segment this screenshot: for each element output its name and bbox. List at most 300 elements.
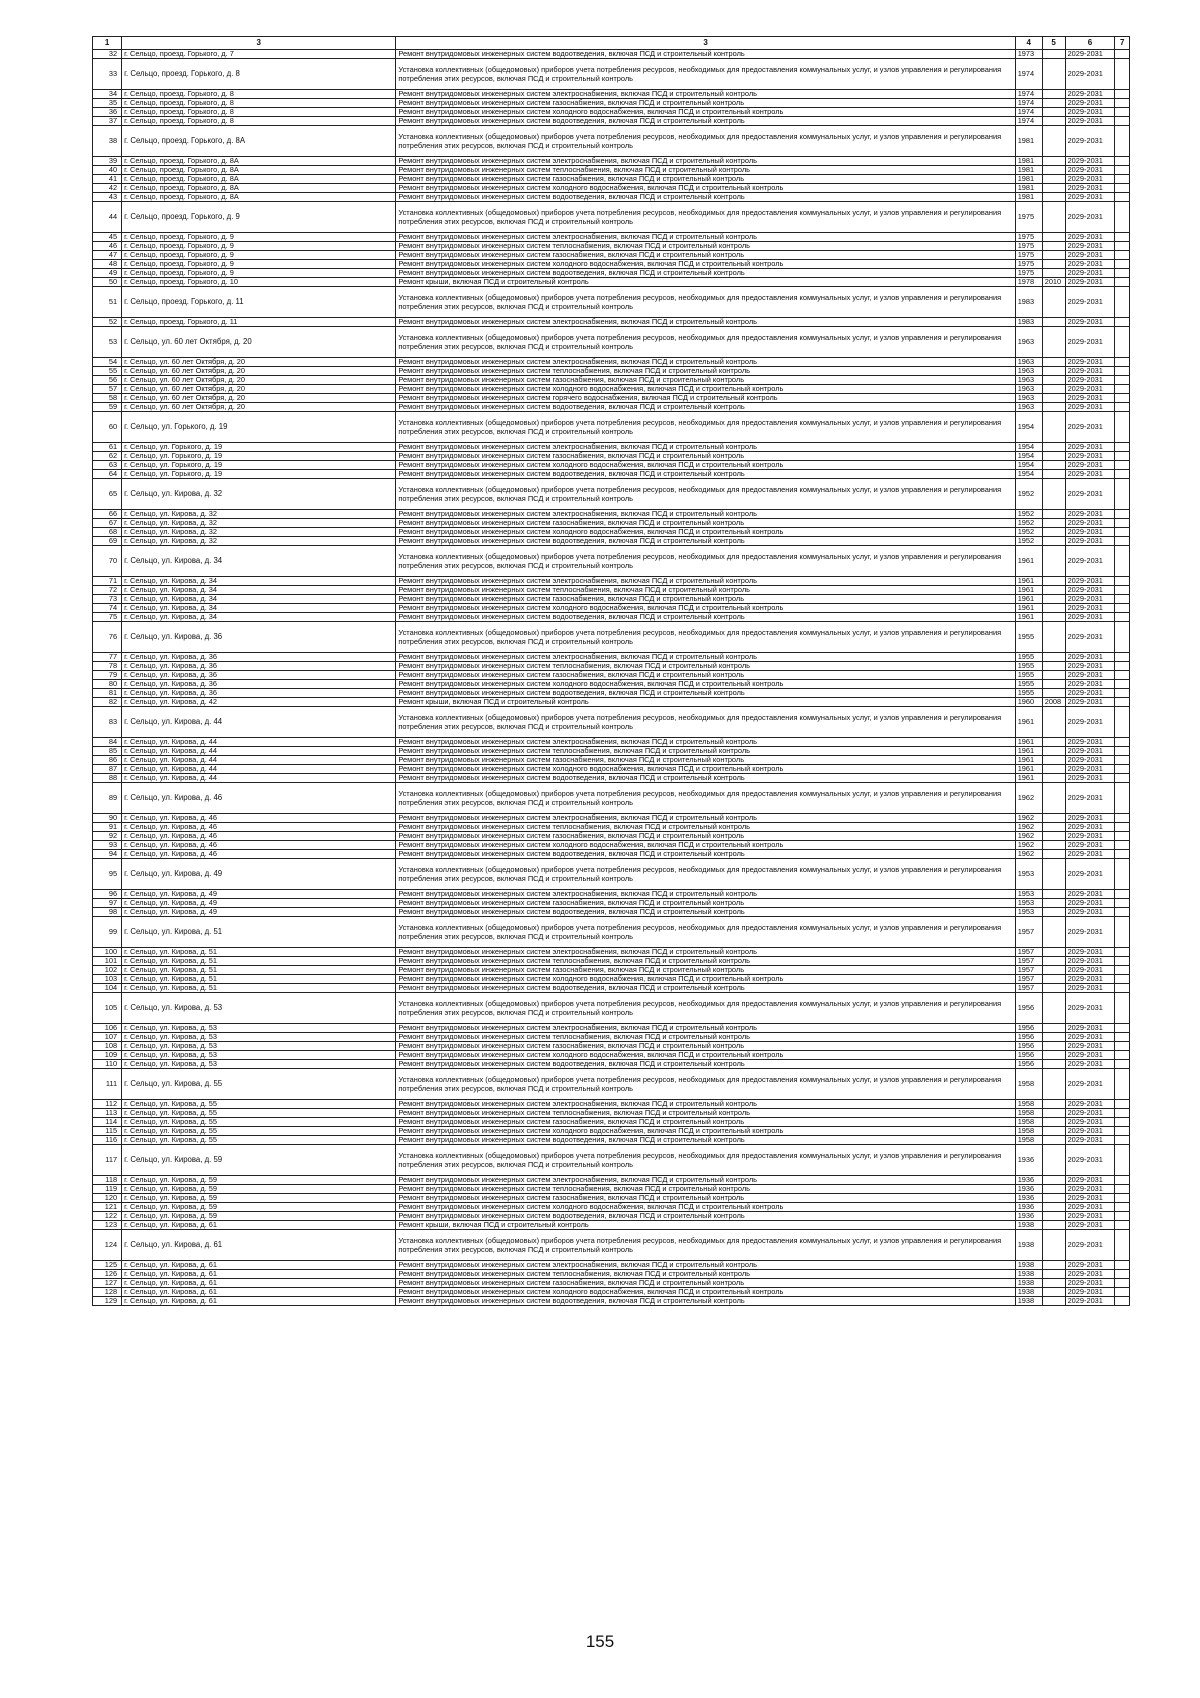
table-row (93, 242, 1130, 251)
address-cell: г. Сельцо, ул. Кирова, д. 34 (122, 595, 396, 604)
planned-period-cell: 2029-2031 (1065, 1212, 1115, 1221)
address-cell: г. Сельцо, проезд. Горького, д. 8 (122, 108, 396, 117)
build-year-cell: 1981 (1015, 184, 1042, 193)
row-number-cell: 53 (93, 327, 122, 358)
planned-period-cell: 2029-2031 (1065, 166, 1115, 175)
row-number-cell: 93 (93, 841, 122, 850)
address-cell: г. Сельцо, проезд. Горького, д. 9 (122, 233, 396, 242)
note-cell (1115, 202, 1130, 233)
work-description-cell: Ремонт внутридомовых инженерных систем водоотведения, включая ПСД и строительный контроль (396, 470, 1015, 479)
planned-period-cell: 2029-2031 (1065, 452, 1115, 461)
planned-period-cell: 2029-2031 (1065, 510, 1115, 519)
work-description-cell: Ремонт внутридомовых инженерных систем водоотведения, включая ПСД и строительный контроль (396, 1060, 1015, 1069)
build-year-cell: 1963 (1015, 385, 1042, 394)
build-year-cell: 1956 (1015, 993, 1042, 1024)
planned-period-cell: 2029-2031 (1065, 1288, 1115, 1297)
work-description-cell: Ремонт внутридомовых инженерных систем газоснабжения, включая ПСД и строительный контроль (396, 756, 1015, 765)
table-row (93, 175, 1130, 184)
row-number-cell: 82 (93, 698, 122, 707)
table-row (93, 774, 1130, 783)
row-number-cell: 74 (93, 604, 122, 613)
table-body (93, 50, 1130, 1306)
build-year-cell: 1981 (1015, 126, 1042, 157)
planned-period-cell: 2029-2031 (1065, 1203, 1115, 1212)
note-cell (1115, 1194, 1130, 1203)
build-year-cell: 1938 (1015, 1230, 1042, 1261)
planned-period-cell: 2029-2031 (1065, 367, 1115, 376)
row-number-cell: 109 (93, 1051, 122, 1060)
note-cell (1115, 1203, 1130, 1212)
note-cell (1115, 1145, 1130, 1176)
note-cell (1115, 461, 1130, 470)
build-year-cell: 1981 (1015, 166, 1042, 175)
work-description-cell: Установка коллективных (общедомовых) приборов учета потребления ресурсов, необходимых для предоставления коммунальных услуг, и узлов управления и регулирования потребления этих ресурсов, включая ПСД и строительный контроль (396, 707, 1015, 738)
table-row (93, 975, 1130, 984)
build-year-cell: 1954 (1015, 412, 1042, 443)
row-number-cell: 60 (93, 412, 122, 443)
note-cell (1115, 1118, 1130, 1127)
planned-period-cell: 2029-2031 (1065, 832, 1115, 841)
table-row (93, 1176, 1130, 1185)
build-year-cell: 1962 (1015, 783, 1042, 814)
planned-period-cell: 2029-2031 (1065, 59, 1115, 90)
work-description-cell: Ремонт внутридомовых инженерных систем холодного водоснабжения, включая ПСД и строительный контроль (396, 680, 1015, 689)
previous-repair-year-cell (1042, 966, 1065, 975)
build-year-cell: 1958 (1015, 1136, 1042, 1145)
planned-period-cell: 2029-2031 (1065, 899, 1115, 908)
address-cell: г. Сельцо, ул. Кирова, д. 42 (122, 698, 396, 707)
build-year-cell: 1975 (1015, 251, 1042, 260)
work-description-cell: Установка коллективных (общедомовых) приборов учета потребления ресурсов, необходимых для предоставления коммунальных услуг, и узлов управления и регулирования потребления этих ресурсов, включая ПСД и строительный контроль (396, 1069, 1015, 1100)
address-cell: г. Сельцо, ул. Кирова, д. 36 (122, 689, 396, 698)
build-year-cell: 1938 (1015, 1261, 1042, 1270)
planned-period-cell: 2029-2031 (1065, 680, 1115, 689)
note-cell (1115, 443, 1130, 452)
previous-repair-year-cell (1042, 1176, 1065, 1185)
build-year-cell: 1938 (1015, 1279, 1042, 1288)
row-number-cell: 86 (93, 756, 122, 765)
planned-period-cell: 2029-2031 (1065, 890, 1115, 899)
row-number-cell: 115 (93, 1127, 122, 1136)
address-cell: г. Сельцо, проезд. Горького, д. 11 (122, 287, 396, 318)
build-year-cell: 1938 (1015, 1288, 1042, 1297)
planned-period-cell: 2029-2031 (1065, 948, 1115, 957)
previous-repair-year-cell (1042, 470, 1065, 479)
planned-period-cell: 2029-2031 (1065, 278, 1115, 287)
note-cell (1115, 519, 1130, 528)
previous-repair-year-cell (1042, 1127, 1065, 1136)
note-cell (1115, 157, 1130, 166)
build-year-cell: 1956 (1015, 1033, 1042, 1042)
build-year-cell: 1957 (1015, 948, 1042, 957)
address-cell: г. Сельцо, ул. Кирова, д. 46 (122, 832, 396, 841)
address-cell: г. Сельцо, ул. 60 лет Октября, д. 20 (122, 403, 396, 412)
build-year-cell: 1974 (1015, 59, 1042, 90)
build-year-cell: 1961 (1015, 738, 1042, 747)
note-cell (1115, 1212, 1130, 1221)
build-year-cell: 1955 (1015, 671, 1042, 680)
build-year-cell: 1961 (1015, 613, 1042, 622)
address-cell: г. Сельцо, проезд. Горького, д. 8А (122, 166, 396, 175)
build-year-cell: 1963 (1015, 403, 1042, 412)
table-row (93, 1230, 1130, 1261)
previous-repair-year-cell (1042, 510, 1065, 519)
work-description-cell: Ремонт внутридомовых инженерных систем холодного водоснабжения, включая ПСД и строительный контроль (396, 1127, 1015, 1136)
table-row (93, 108, 1130, 117)
note-cell (1115, 1109, 1130, 1118)
note-cell (1115, 966, 1130, 975)
planned-period-cell: 2029-2031 (1065, 1069, 1115, 1100)
planned-period-cell: 2029-2031 (1065, 1279, 1115, 1288)
row-number-cell: 52 (93, 318, 122, 327)
work-description-cell: Ремонт внутридомовых инженерных систем газоснабжения, включая ПСД и строительный контроль (396, 899, 1015, 908)
build-year-cell: 1956 (1015, 1060, 1042, 1069)
planned-period-cell: 2029-2031 (1065, 814, 1115, 823)
build-year-cell: 1953 (1015, 908, 1042, 917)
work-description-cell: Ремонт внутридомовых инженерных систем электроснабжения, включая ПСД и строительный контроль (396, 233, 1015, 242)
row-number-cell: 49 (93, 269, 122, 278)
previous-repair-year-cell (1042, 577, 1065, 586)
previous-repair-year-cell (1042, 202, 1065, 233)
note-cell (1115, 251, 1130, 260)
table-row (93, 747, 1130, 756)
previous-repair-year-cell (1042, 1203, 1065, 1212)
planned-period-cell: 2029-2031 (1065, 519, 1115, 528)
row-number-cell: 122 (93, 1212, 122, 1221)
row-number-cell: 50 (93, 278, 122, 287)
build-year-cell: 1953 (1015, 890, 1042, 899)
row-number-cell: 33 (93, 59, 122, 90)
address-cell: г. Сельцо, ул. Кирова, д. 55 (122, 1069, 396, 1100)
note-cell (1115, 823, 1130, 832)
build-year-cell: 1957 (1015, 917, 1042, 948)
note-cell (1115, 59, 1130, 90)
address-cell: г. Сельцо, ул. Кирова, д. 55 (122, 1118, 396, 1127)
previous-repair-year-cell (1042, 394, 1065, 403)
build-year-cell: 1961 (1015, 577, 1042, 586)
previous-repair-year-cell (1042, 890, 1065, 899)
previous-repair-year-cell (1042, 193, 1065, 202)
address-cell: г. Сельцо, ул. Кирова, д. 44 (122, 738, 396, 747)
address-cell: г. Сельцо, проезд. Горького, д. 8А (122, 193, 396, 202)
row-number-cell: 70 (93, 546, 122, 577)
planned-period-cell: 2029-2031 (1065, 251, 1115, 260)
note-cell (1115, 747, 1130, 756)
address-cell: г. Сельцо, ул. Кирова, д. 59 (122, 1176, 396, 1185)
build-year-cell: 1954 (1015, 452, 1042, 461)
build-year-cell: 1960 (1015, 698, 1042, 707)
address-cell: г. Сельцо, ул. Кирова, д. 59 (122, 1194, 396, 1203)
previous-repair-year-cell (1042, 242, 1065, 251)
planned-period-cell: 2029-2031 (1065, 394, 1115, 403)
header-cell: 5 (1042, 37, 1065, 50)
note-cell (1115, 528, 1130, 537)
address-cell: г. Сельцо, ул. Кирова, д. 36 (122, 671, 396, 680)
address-cell: г. Сельцо, проезд. Горького, д. 9 (122, 260, 396, 269)
previous-repair-year-cell (1042, 443, 1065, 452)
build-year-cell: 1955 (1015, 662, 1042, 671)
table-row (93, 671, 1130, 680)
planned-period-cell: 2029-2031 (1065, 1033, 1115, 1042)
work-description-cell: Ремонт внутридомовых инженерных систем электроснабжения, включая ПСД и строительный контроль (396, 510, 1015, 519)
table-row (93, 890, 1130, 899)
planned-period-cell: 2029-2031 (1065, 604, 1115, 613)
build-year-cell: 1952 (1015, 537, 1042, 546)
planned-period-cell: 2029-2031 (1065, 783, 1115, 814)
address-cell: г. Сельцо, ул. Кирова, д. 34 (122, 613, 396, 622)
note-cell (1115, 50, 1130, 59)
previous-repair-year-cell (1042, 117, 1065, 126)
work-description-cell: Ремонт внутридомовых инженерных систем электроснабжения, включая ПСД и строительный контроль (396, 1100, 1015, 1109)
work-description-cell: Ремонт внутридомовых инженерных систем холодного водоснабжения, включая ПСД и строительный контроль (396, 604, 1015, 613)
planned-period-cell: 2029-2031 (1065, 698, 1115, 707)
work-description-cell: Ремонт внутридомовых инженерных систем водоотведения, включая ПСД и строительный контроль (396, 1136, 1015, 1145)
address-cell: г. Сельцо, ул. Кирова, д. 61 (122, 1221, 396, 1230)
build-year-cell: 1961 (1015, 707, 1042, 738)
table-row (93, 1136, 1130, 1145)
table-row (93, 1194, 1130, 1203)
previous-repair-year-cell (1042, 1136, 1065, 1145)
note-cell (1115, 1100, 1130, 1109)
row-number-cell: 72 (93, 586, 122, 595)
work-description-cell: Ремонт внутридомовых инженерных систем холодного водоснабжения, включая ПСД и строительный контроль (396, 975, 1015, 984)
note-cell (1115, 1270, 1130, 1279)
planned-period-cell: 2029-2031 (1065, 1230, 1115, 1261)
planned-period-cell: 2029-2031 (1065, 1024, 1115, 1033)
note-cell (1115, 376, 1130, 385)
planned-period-cell: 2029-2031 (1065, 823, 1115, 832)
row-number-cell: 75 (93, 613, 122, 622)
planned-period-cell: 2029-2031 (1065, 653, 1115, 662)
work-description-cell: Ремонт внутридомовых инженерных систем водоотведения, включая ПСД и строительный контроль (396, 269, 1015, 278)
build-year-cell: 1955 (1015, 680, 1042, 689)
note-cell (1115, 287, 1130, 318)
work-description-cell: Ремонт внутридомовых инженерных систем холодного водоснабжения, включая ПСД и строительный контроль (396, 528, 1015, 537)
address-cell: г. Сельцо, ул. Кирова, д. 32 (122, 479, 396, 510)
table-row (93, 1221, 1130, 1230)
address-cell: г. Сельцо, ул. Кирова, д. 61 (122, 1297, 396, 1306)
row-number-cell: 104 (93, 984, 122, 993)
planned-period-cell: 2029-2031 (1065, 917, 1115, 948)
address-cell: г. Сельцо, ул. Кирова, д. 44 (122, 707, 396, 738)
planned-period-cell: 2029-2031 (1065, 577, 1115, 586)
work-description-cell: Ремонт внутридомовых инженерных систем водоотведения, включая ПСД и строительный контроль (396, 1212, 1015, 1221)
build-year-cell: 1962 (1015, 850, 1042, 859)
previous-repair-year-cell (1042, 166, 1065, 175)
table-row (93, 680, 1130, 689)
address-cell: г. Сельцо, ул. Кирова, д. 51 (122, 975, 396, 984)
work-description-cell: Ремонт внутридомовых инженерных систем холодного водоснабжения, включая ПСД и строительный контроль (396, 108, 1015, 117)
address-cell: г. Сельцо, ул. Кирова, д. 44 (122, 774, 396, 783)
build-year-cell: 1974 (1015, 99, 1042, 108)
planned-period-cell: 2029-2031 (1065, 1176, 1115, 1185)
planned-period-cell: 2029-2031 (1065, 984, 1115, 993)
planned-period-cell: 2029-2031 (1065, 117, 1115, 126)
table-row (93, 966, 1130, 975)
note-cell (1115, 358, 1130, 367)
row-number-cell: 116 (93, 1136, 122, 1145)
work-description-cell: Ремонт внутридомовых инженерных систем холодного водоснабжения, включая ПСД и строительный контроль (396, 1203, 1015, 1212)
header-cell: 7 (1115, 37, 1130, 50)
build-year-cell: 1961 (1015, 604, 1042, 613)
work-description-cell: Ремонт внутридомовых инженерных систем газоснабжения, включая ПСД и строительный контроль (396, 1194, 1015, 1203)
address-cell: г. Сельцо, ул. Кирова, д. 44 (122, 765, 396, 774)
work-description-cell: Ремонт крыши, включая ПСД и строительный контроль (396, 1221, 1015, 1230)
address-cell: г. Сельцо, ул. Кирова, д. 36 (122, 680, 396, 689)
address-cell: г. Сельцо, ул. Кирова, д. 51 (122, 917, 396, 948)
previous-repair-year-cell (1042, 519, 1065, 528)
address-cell: г. Сельцо, проезд. Горького, д. 8 (122, 117, 396, 126)
build-year-cell: 1955 (1015, 689, 1042, 698)
address-cell: г. Сельцо, ул. Кирова, д. 55 (122, 1100, 396, 1109)
note-cell (1115, 318, 1130, 327)
planned-period-cell: 2029-2031 (1065, 376, 1115, 385)
header-cell: 3 (396, 37, 1015, 50)
address-cell: г. Сельцо, ул. Кирова, д. 46 (122, 850, 396, 859)
address-cell: г. Сельцо, ул. Горького, д. 19 (122, 461, 396, 470)
build-year-cell: 1963 (1015, 376, 1042, 385)
row-number-cell: 125 (93, 1261, 122, 1270)
table-row (93, 604, 1130, 613)
table-row (93, 1060, 1130, 1069)
work-description-cell: Ремонт внутридомовых инженерных систем электроснабжения, включая ПСД и строительный контроль (396, 90, 1015, 99)
address-cell: г. Сельцо, ул. Кирова, д. 49 (122, 908, 396, 917)
table-row (93, 783, 1130, 814)
address-cell: г. Сельцо, ул. Кирова, д. 32 (122, 528, 396, 537)
address-cell: г. Сельцо, ул. Кирова, д. 53 (122, 1042, 396, 1051)
row-number-cell: 37 (93, 117, 122, 126)
address-cell: г. Сельцо, ул. Кирова, д. 44 (122, 756, 396, 765)
planned-period-cell: 2029-2031 (1065, 1297, 1115, 1306)
build-year-cell: 1956 (1015, 1042, 1042, 1051)
build-year-cell: 1957 (1015, 984, 1042, 993)
previous-repair-year-cell (1042, 367, 1065, 376)
table-row (93, 613, 1130, 622)
table-row (93, 908, 1130, 917)
note-cell (1115, 917, 1130, 948)
table-row (93, 233, 1130, 242)
work-description-cell: Ремонт внутридомовых инженерных систем теплоснабжения, включая ПСД и строительный контроль (396, 747, 1015, 756)
header-cell: 3 (122, 37, 396, 50)
build-year-cell: 1953 (1015, 899, 1042, 908)
work-description-cell: Установка коллективных (общедомовых) приборов учета потребления ресурсов, необходимых для предоставления коммунальных услуг, и узлов управления и регулирования потребления этих ресурсов, включая ПСД и строительный контроль (396, 859, 1015, 890)
note-cell (1115, 814, 1130, 823)
table-row (93, 99, 1130, 108)
previous-repair-year-cell (1042, 653, 1065, 662)
work-description-cell: Установка коллективных (общедомовых) приборов учета потребления ресурсов, необходимых для предоставления коммунальных услуг, и узлов управления и регулирования потребления этих ресурсов, включая ПСД и строительный контроль (396, 783, 1015, 814)
table-row (93, 318, 1130, 327)
address-cell: г. Сельцо, ул. Кирова, д. 61 (122, 1279, 396, 1288)
previous-repair-year-cell (1042, 1060, 1065, 1069)
row-number-cell: 40 (93, 166, 122, 175)
build-year-cell: 1956 (1015, 1024, 1042, 1033)
row-number-cell: 81 (93, 689, 122, 698)
address-cell: г. Сельцо, проезд. Горького, д. 9 (122, 269, 396, 278)
address-cell: г. Сельцо, проезд. Горького, д. 8А (122, 157, 396, 166)
build-year-cell: 1975 (1015, 269, 1042, 278)
work-description-cell: Ремонт внутридомовых инженерных систем холодного водоснабжения, включая ПСД и строительный контроль (396, 184, 1015, 193)
previous-repair-year-cell (1042, 993, 1065, 1024)
previous-repair-year-cell (1042, 1118, 1065, 1127)
table-row (93, 166, 1130, 175)
row-number-cell: 99 (93, 917, 122, 948)
table-row (93, 443, 1130, 452)
previous-repair-year-cell (1042, 90, 1065, 99)
table-row (93, 823, 1130, 832)
previous-repair-year-cell (1042, 358, 1065, 367)
note-cell (1115, 242, 1130, 251)
work-description-cell: Ремонт внутридомовых инженерных систем газоснабжения, включая ПСД и строительный контроль (396, 1118, 1015, 1127)
address-cell: г. Сельцо, ул. Кирова, д. 61 (122, 1288, 396, 1297)
build-year-cell: 1955 (1015, 622, 1042, 653)
planned-period-cell: 2029-2031 (1065, 765, 1115, 774)
note-cell (1115, 738, 1130, 747)
row-number-cell: 101 (93, 957, 122, 966)
planned-period-cell: 2029-2031 (1065, 859, 1115, 890)
build-year-cell: 1961 (1015, 765, 1042, 774)
address-cell: г. Сельцо, ул. 60 лет Октября, д. 20 (122, 385, 396, 394)
planned-period-cell: 2029-2031 (1065, 269, 1115, 278)
planned-period-cell: 2029-2031 (1065, 1042, 1115, 1051)
address-cell: г. Сельцо, ул. Кирова, д. 59 (122, 1203, 396, 1212)
row-number-cell: 92 (93, 832, 122, 841)
work-description-cell: Ремонт внутридомовых инженерных систем газоснабжения, включая ПСД и строительный контроль (396, 519, 1015, 528)
previous-repair-year-cell (1042, 622, 1065, 653)
address-cell: г. Сельцо, ул. Кирова, д. 44 (122, 747, 396, 756)
row-number-cell: 62 (93, 452, 122, 461)
table-row (93, 622, 1130, 653)
previous-repair-year-cell (1042, 537, 1065, 546)
planned-period-cell: 2029-2031 (1065, 461, 1115, 470)
note-cell (1115, 546, 1130, 577)
table-row (93, 367, 1130, 376)
table-row (93, 1042, 1130, 1051)
work-description-cell: Ремонт внутридомовых инженерных систем электроснабжения, включая ПСД и строительный контроль (396, 358, 1015, 367)
table-row (93, 841, 1130, 850)
work-description-cell: Ремонт внутридомовых инженерных систем водоотведения, включая ПСД и строительный контроль (396, 984, 1015, 993)
work-description-cell: Ремонт внутридомовых инженерных систем теплоснабжения, включая ПСД и строительный контроль (396, 662, 1015, 671)
note-cell (1115, 890, 1130, 899)
previous-repair-year-cell (1042, 604, 1065, 613)
row-number-cell: 39 (93, 157, 122, 166)
work-description-cell: Установка коллективных (общедомовых) приборов учета потребления ресурсов, необходимых для предоставления коммунальных услуг, и узлов управления и регулирования потребления этих ресурсов, включая ПСД и строительный контроль (396, 479, 1015, 510)
build-year-cell: 1953 (1015, 859, 1042, 890)
work-description-cell: Установка коллективных (общедомовых) приборов учета потребления ресурсов, необходимых для предоставления коммунальных услуг, и узлов управления и регулирования потребления этих ресурсов, включая ПСД и строительный контроль (396, 287, 1015, 318)
work-description-cell: Ремонт внутридомовых инженерных систем водоотведения, включая ПСД и строительный контроль (396, 689, 1015, 698)
note-cell (1115, 774, 1130, 783)
row-number-cell: 96 (93, 890, 122, 899)
planned-period-cell: 2029-2031 (1065, 546, 1115, 577)
previous-repair-year-cell (1042, 680, 1065, 689)
note-cell (1115, 278, 1130, 287)
previous-repair-year-cell (1042, 1109, 1065, 1118)
previous-repair-year-cell (1042, 859, 1065, 890)
row-number-cell: 64 (93, 470, 122, 479)
table-row (93, 1033, 1130, 1042)
previous-repair-year-cell (1042, 1069, 1065, 1100)
planned-period-cell: 2029-2031 (1065, 957, 1115, 966)
address-cell: г. Сельцо, ул. 60 лет Октября, д. 20 (122, 394, 396, 403)
planned-period-cell: 2029-2031 (1065, 1145, 1115, 1176)
table-row (93, 1212, 1130, 1221)
planned-period-cell: 2029-2031 (1065, 1100, 1115, 1109)
work-description-cell: Ремонт внутридомовых инженерных систем теплоснабжения, включая ПСД и строительный контроль (396, 166, 1015, 175)
address-cell: г. Сельцо, ул. Кирова, д. 61 (122, 1230, 396, 1261)
row-number-cell: 47 (93, 251, 122, 260)
planned-period-cell: 2029-2031 (1065, 193, 1115, 202)
planned-period-cell: 2029-2031 (1065, 975, 1115, 984)
address-cell: г. Сельцо, ул. Кирова, д. 49 (122, 899, 396, 908)
